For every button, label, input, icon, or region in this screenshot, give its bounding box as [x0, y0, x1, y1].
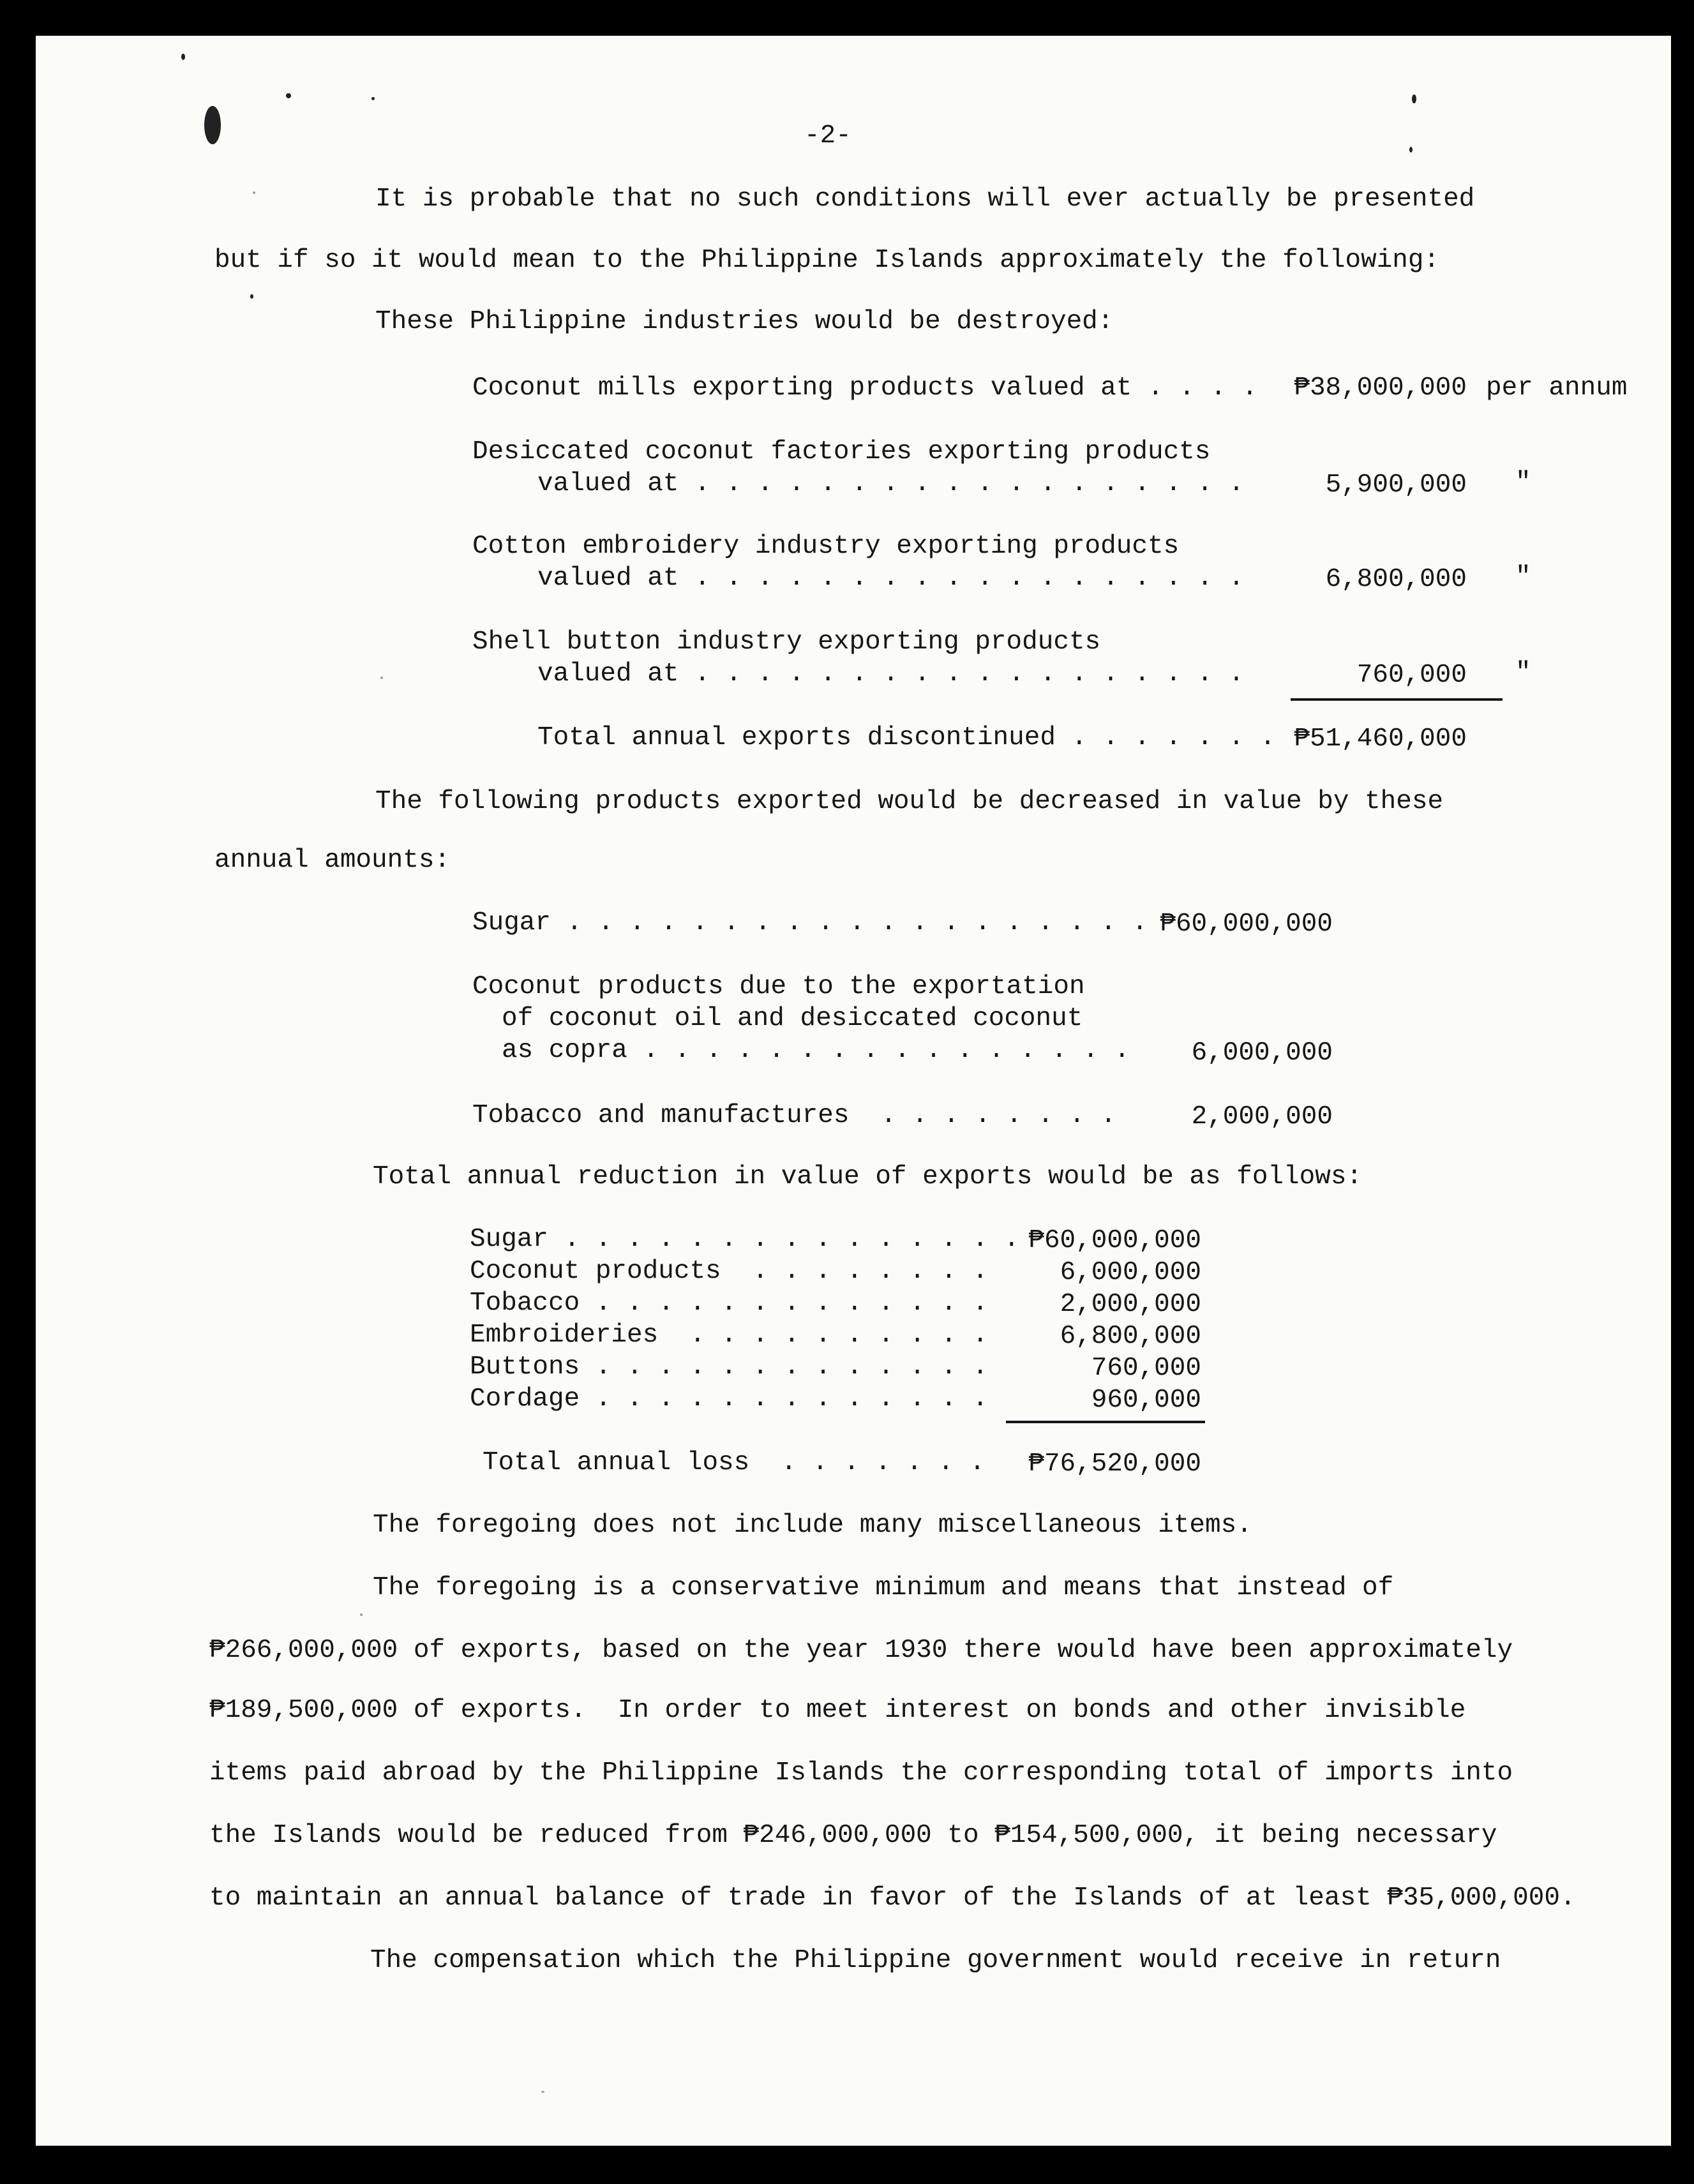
closing-line-5: items paid abroad by the Philippine Islands the corresponding total of imports into	[209, 1758, 1513, 1788]
industry-desiccated-line-1: Desiccated coconut factories exporting products	[472, 437, 1211, 467]
intro-line-1: It is probable that no such conditions will ever actually be presented	[375, 184, 1475, 214]
intro-line-3: These Philippine industries would be destroyed:	[375, 307, 1114, 336]
ink-speck	[286, 93, 291, 98]
decrease-coconut-line-2: of coconut oil and desiccated coconut	[502, 1004, 1083, 1033]
ink-speck	[371, 97, 375, 100]
page-number: -2-	[804, 121, 851, 151]
decrease-coconut-line-3: as copra . . . . . . . . . . . . . . . .	[502, 1036, 1130, 1065]
ink-speck	[1409, 147, 1413, 153]
ink-speck	[1412, 94, 1416, 103]
reduction-row-embroideries: Embroideries . . . . . . . . . .	[470, 1320, 988, 1350]
decrease-intro-line-1: The following products exported would be decreased in value by these	[375, 787, 1444, 816]
destroyed-total-amount: ₱51,460,000	[1294, 724, 1467, 754]
ink-speck	[181, 54, 185, 60]
industry-shell-button-line-2: valued at . . . . . . . . . . . . . . . . . .	[537, 659, 1245, 689]
document-page	[36, 36, 1671, 2146]
decrease-coconut-line-1: Coconut products due to the exportation	[472, 972, 1085, 1001]
decrease-tobacco: Tobacco and manufactures . . . . . . . .	[472, 1101, 1116, 1130]
closing-line-1: The foregoing does not include many miscellaneous items.	[373, 1511, 1252, 1540]
closing-line-7: to maintain an annual balance of trade in favor of the Islands of at least ₱35,000,000.	[209, 1883, 1576, 1913]
industry-embroidery-line-2: valued at . . . . . . . . . . . . . . . . . .	[537, 564, 1245, 593]
closing-line-3: ₱266,000,000 of exports, based on the year 1930 there would have been approximately	[209, 1636, 1513, 1665]
closing-line-2: The foregoing is a conservative minimum and means that instead of	[373, 1573, 1394, 1603]
reduction-row-embroideries-amount: 6,800,000	[1060, 1322, 1201, 1351]
decrease-tobacco-amount: 2,000,000	[1191, 1102, 1333, 1132]
reduction-row-cordage-amount: 960,000	[1091, 1386, 1201, 1415]
industry-shell-button-line-1: Shell button industry exporting products	[472, 627, 1101, 657]
reduction-row-sugar-amount: ₱60,000,000	[1028, 1226, 1201, 1255]
intro-line-2: but if so it would mean to the Philippine Islands approximately the following:	[214, 246, 1440, 275]
industry-shell-button-unit: "	[1515, 658, 1531, 687]
destroyed-total-label: Total annual exports discontinued . . . . . . .	[537, 723, 1276, 752]
total-rule	[1006, 1421, 1205, 1423]
dust-speck	[380, 677, 383, 679]
decrease-intro-line-2: annual amounts:	[214, 846, 451, 875]
closing-line-8: The compensation which the Philippine government would receive in return	[370, 1946, 1501, 1975]
ink-speck	[250, 294, 253, 299]
industry-embroidery-amount: 6,800,000	[1325, 565, 1467, 594]
decrease-sugar-amount: ₱60,000,000	[1160, 909, 1333, 939]
reduction-row-cordage: Cordage . . . . . . . . . . . . .	[470, 1384, 988, 1414]
decrease-coconut-amount: 6,000,000	[1191, 1038, 1333, 1068]
dust-speck	[360, 1613, 363, 1616]
industry-desiccated-amount: 5,900,000	[1325, 470, 1467, 500]
reduction-row-coconut: Coconut products . . . . . . . .	[470, 1257, 988, 1286]
dust-speck	[253, 191, 255, 194]
ink-blot	[204, 106, 221, 144]
industry-embroidery-line-1: Cotton embroidery industry exporting products	[472, 532, 1180, 561]
reduction-intro: Total annual reduction in value of exports would be as follows:	[373, 1162, 1363, 1192]
closing-line-4: ₱189,500,000 of exports. In order to meet interest on bonds and other invisible	[209, 1696, 1466, 1725]
industry-desiccated-unit: "	[1515, 468, 1531, 497]
reduction-row-tobacco: Tobacco . . . . . . . . . . . . .	[470, 1289, 988, 1318]
industry-shell-button-amount: 760,000	[1356, 661, 1467, 690]
industry-desiccated-line-2: valued at . . . . . . . . . . . . . . . . . .	[537, 469, 1245, 498]
industry-coconut-mills-unit: per annum	[1486, 373, 1628, 403]
reduction-row-coconut-amount: 6,000,000	[1060, 1258, 1201, 1287]
dust-speck	[541, 2091, 544, 2093]
reduction-row-buttons: Buttons . . . . . . . . . . . . .	[470, 1352, 988, 1382]
closing-line-6: the Islands would be reduced from ₱246,000,000 to ₱154,500,000, it being necessary	[209, 1821, 1497, 1850]
reduction-row-tobacco-amount: 2,000,000	[1060, 1290, 1201, 1319]
industry-coconut-mills: Coconut mills exporting products valued at . . . .	[472, 373, 1258, 403]
reduction-total-amount: ₱76,520,000	[1028, 1449, 1201, 1479]
decrease-sugar: Sugar . . . . . . . . . . . . . . . . . . .	[472, 908, 1148, 938]
reduction-row-sugar: Sugar . . . . . . . . . . . . . . .	[470, 1225, 1020, 1254]
industry-coconut-mills-amount: ₱38,000,000	[1294, 373, 1467, 403]
industry-embroidery-unit: "	[1515, 562, 1531, 592]
reduction-total-label: Total annual loss . . . . . . .	[483, 1448, 986, 1477]
subtotal-rule	[1291, 698, 1503, 701]
reduction-row-buttons-amount: 760,000	[1091, 1354, 1201, 1383]
